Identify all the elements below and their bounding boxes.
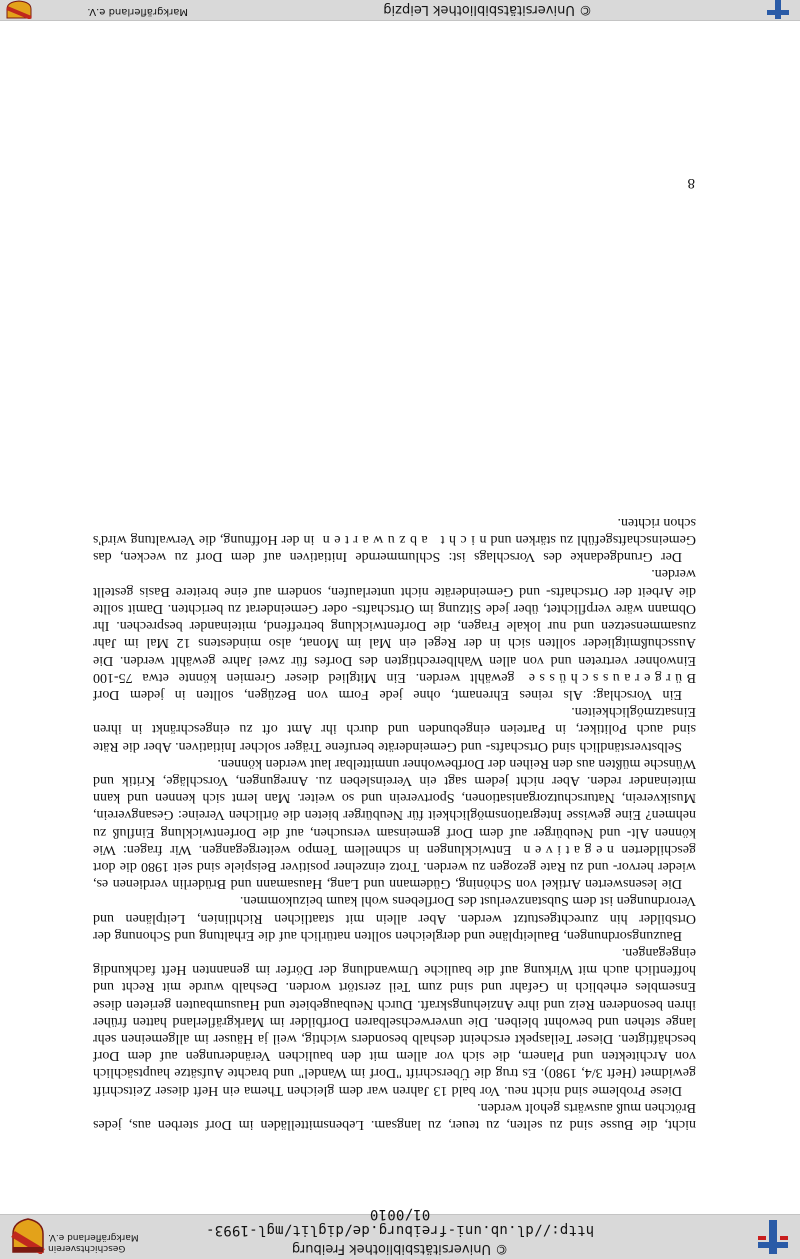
text-run: Entwicklungen in schnellem Tempo weitergegangen. Wir fragen: Wie können Alt- und Neubürger auf dem Dorf gemeinsam versuchen, auf die Dorfentwicklung Einfluß zu nehmen? Eine gewisse Integrationsmöglichkeit für Neubürger bieten die örtlichen Vereine: Gesangverein, Musikverein, Naturschutzorganisationen, Sportverein und so weiter. Man lernt sich kennen und kann miteinander reden. Aber nicht jedem sagt ein Vereinsleben zu. Anregungen, Vorschläge, Kritik und Wünsche müßten aus den Reihen der Dorfbewohner unmittelbar laut werden können. <box>92 755 696 857</box>
emphasized-word: negativen <box>519 841 614 857</box>
footer-copyright: © Universitätsbibliothek Leipzig <box>383 2 592 17</box>
ub-leipzig-logo-icon[interactable] <box>764 0 790 19</box>
paragraph: Selbstverständlich sind Ortschafts- und Gemeinderäte berufene Träger solcher Initiativen. Aber die Räte sind auch Politiker, in Parteien eingebunden und durch ihr Amt oft zu eingeschränkt in ihren Einsatzmöglichkeiten. <box>93 704 696 754</box>
text-run: Die lesenswerten Artikel von Schöning, Güdemann und Lang, Hausamann und Brüderlin verdienen es, wieder hervor- und zu Rate gezogen zu werden. Trotz einzelner positiver Beispiele sind seit 1980 die dort geschilderten <box>93 841 696 892</box>
society-name <box>48 1231 140 1253</box>
paragraph: Diese Probleme sind nicht neu. Vor bald 13 Jahren war dem gleichen Thema ein Heft dieser Zeitschrift gewidmet (Heft 3/4, 1980). Es trug die Überschrift "Dorf im Wandel" und brachte Aufsätze hauptsächlich von Architekten und Planern, die sich vor allem mit den baulichen Veränderungen auf dem Dorf beschäftigten. Dieser Teilaspekt erscheint deshalb besonders wichtig, weil ja Häuser im allgemeinen sehr lange stehen und bewohnt bleiben. Die unverwechselbaren Dorfbilder im Markgräflerland hatten früher ihren besonderen Reiz und ihre Anziehungskraft. Durch Neubaugebiete und Hausumbauten gerieten diese Ensembles erheblich in Gefahr und sind zum Teil zerstört worden. Deshalb wurde mit Recht und hoffentlich auch mit Wirkung auf die bauliche Umwandlung der Dörfer im genannten Heft fachkundig eingegangen. <box>93 944 696 1098</box>
footer-crest-icon <box>6 0 32 19</box>
text-run: in der Hoffnung, die Verwaltung wird's schon richten. <box>92 514 696 548</box>
emphasized-word: Bürgerausschüsse <box>524 669 696 685</box>
geschichtsverein-crest-icon[interactable] <box>11 1218 45 1254</box>
permalink-url[interactable]: http://dl.ub.uni-freiburg.de/diglit/mgl-1993-01/0010 <box>205 1206 595 1238</box>
emphasized-word: nicht abzuwarten <box>318 532 487 548</box>
paragraph: nicht, die Busse sind zu selten, zu teuer, zu langsam. Lebensmittelläden im Dorf sterben aus, jedes Brötchen muß auswärts geholt werden. <box>93 1099 696 1132</box>
paragraph: Bauzungsordnungen, Bauleitpläne und dergleichen sollten natürlich auf die Erhaltung und Schonung der Ortsbilder hin zurechtgestutzt werden. Aber allein mit staatlichen Richtlinien, Leitplänen und Verordnungen ist dem Substanzverlust des Dorflebens wohl kaum beizukommen. <box>93 893 696 943</box>
society-name-line1: Geschichtsverein <box>48 1243 126 1253</box>
paragraph <box>93 755 696 893</box>
ub-freiburg-logo-icon[interactable] <box>756 1220 790 1254</box>
paragraph <box>93 565 696 703</box>
society-name-line2: Markgräflerland e.V. <box>48 1232 139 1242</box>
text-run: gewählt werden. Ein Mitglied dieser Gremien könnte etwa 75-100 Einwohner vertreten und von allen Wahlberechtigten des Dorfes für zwei Jahre gewählt werden. Die Ausschußmitglieder sollten sich in der Regel ein Mal im Monat, also mindestens 12 Mal im Jahr zusammensetzen und nur lokale Fragen, die Dorfentwicklung betreffend, miteinander besprechen. Ihr Obmann wäre verpflichtet, über jede Sitzung im Ortschafts- oder Gemeinderat zu berichten. Damit sollte die Arbeit der Ortschafts- und Gemeinderäte nicht unterlaufen, sondern auf eine breitere Basis gestellt werden. <box>92 566 696 685</box>
viewer-header-bar <box>0 1206 800 1259</box>
page-number: 8 <box>687 175 695 191</box>
footer-society: Markgräflerland e.V. <box>87 6 188 17</box>
text-run: Der Grundgedanke des Vorschlags ist: Schlummernde Initiativen auf dem Dorf zu wecken, das Gemeinschaftsgefühl zu stärken und <box>93 532 696 565</box>
text-run: Ein Vorschlag: Als reines Ehrenamt, ohne jede Form von Bezügen, sollten in jedem Dorf <box>93 686 682 702</box>
paragraph <box>93 514 696 566</box>
article-text <box>93 514 696 1133</box>
copyright-notice: © Universitätsbibliothek Freiburg <box>291 1241 509 1256</box>
